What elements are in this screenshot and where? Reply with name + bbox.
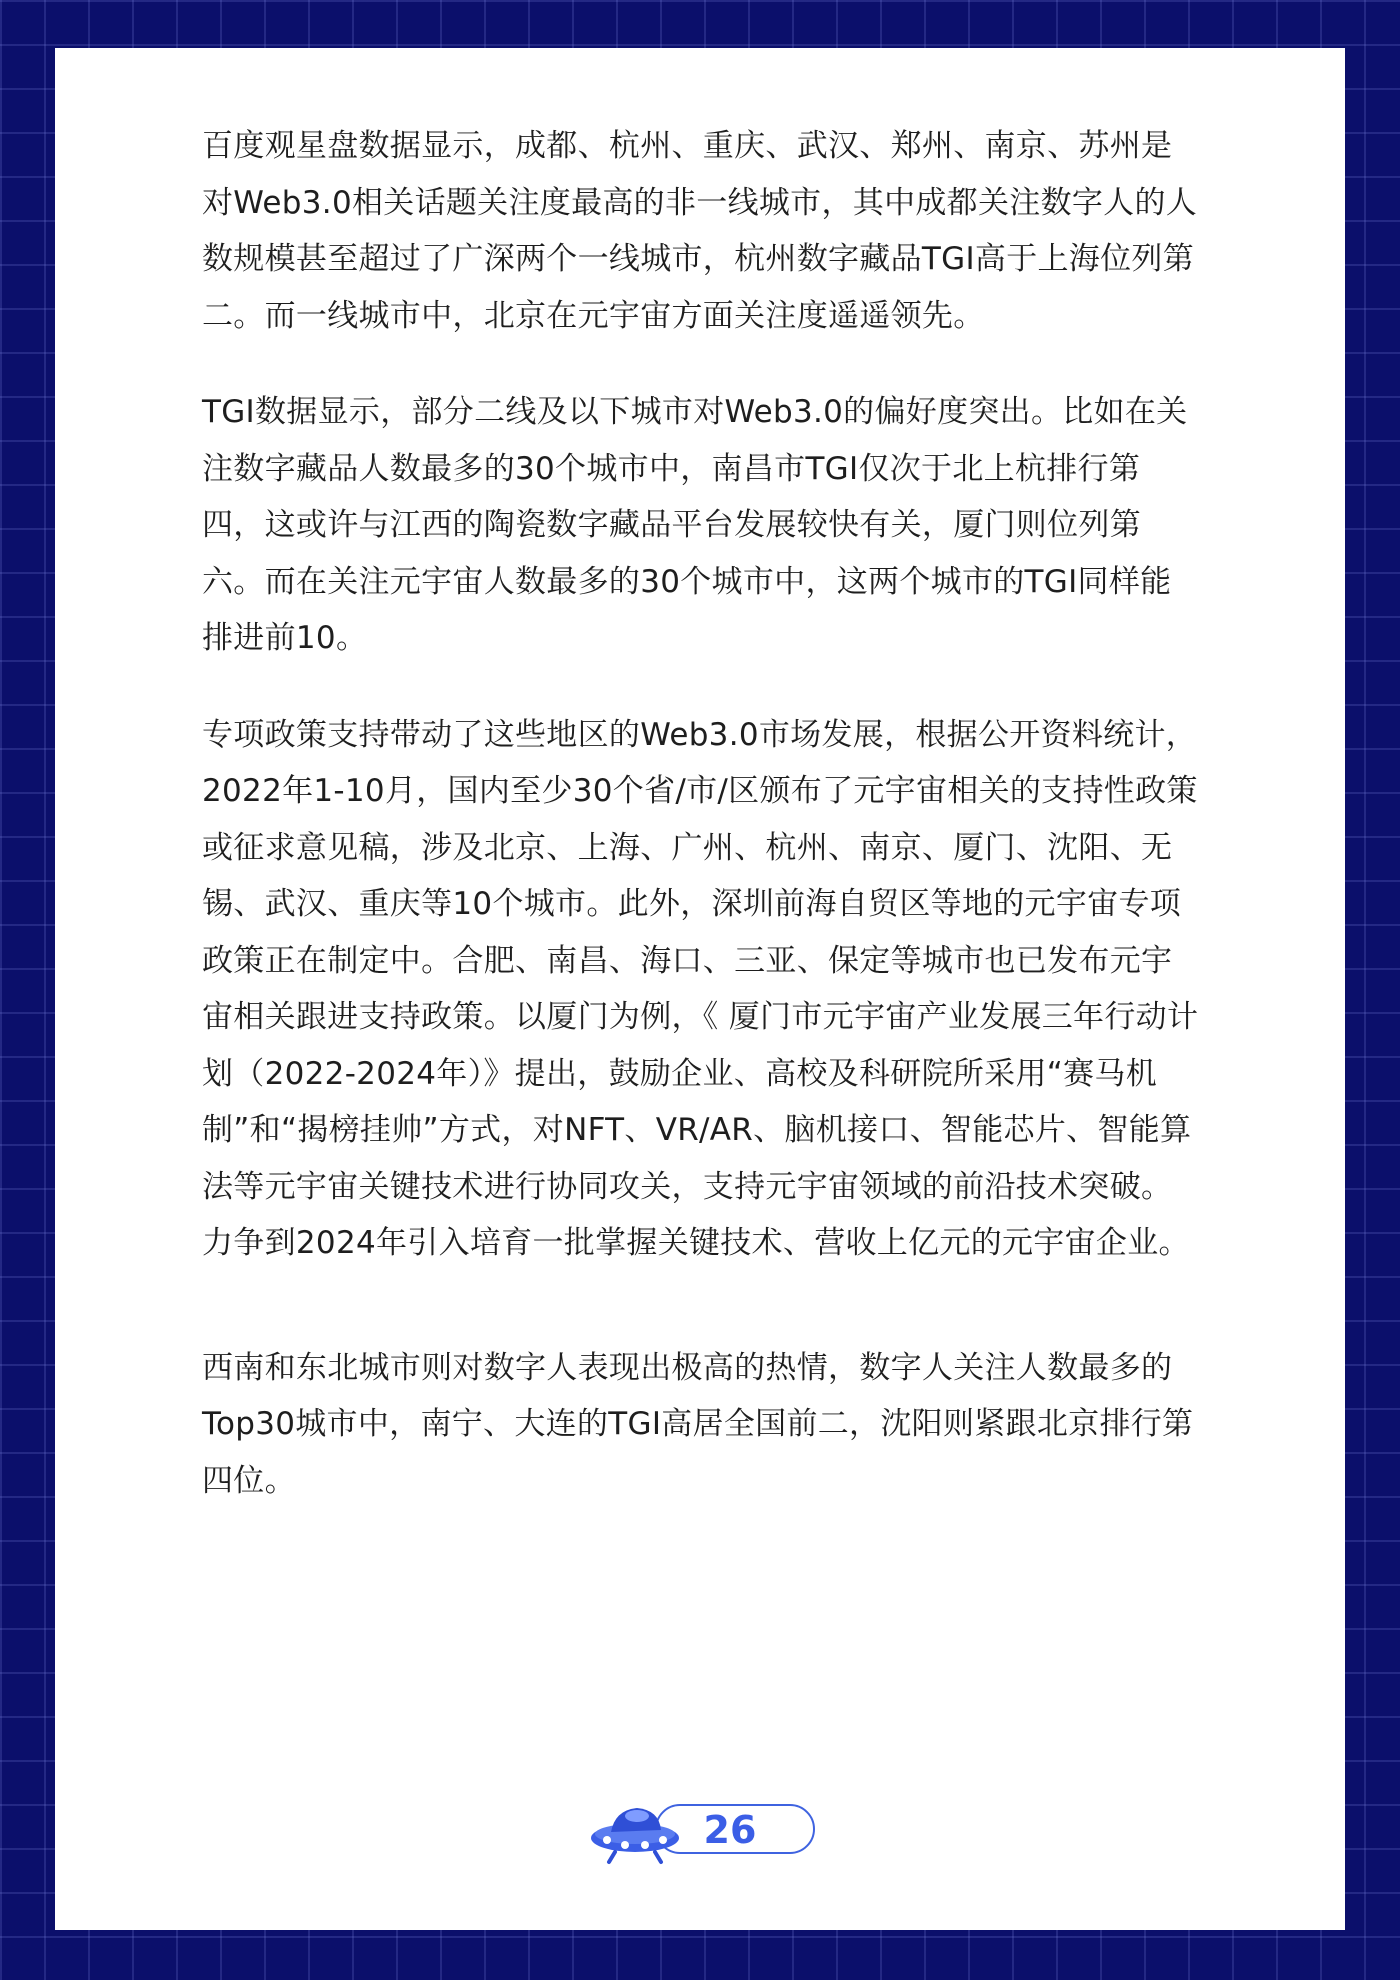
document-body	[202, 118, 1202, 1549]
page-footer	[585, 1796, 825, 1866]
paragraph-4: 西南和东北城市则对数字人表现出极高的热情，数字人关注人数最多的Top30城市中，南宁、大连的TGI高居全国前二，沈阳则紧跟北京排行第四位。	[202, 1349, 1194, 1499]
page-number: 26	[703, 1808, 757, 1852]
ufo-icon	[585, 1796, 695, 1866]
paragraph-1: 百度观星盘数据显示，成都、杭州、重庆、武汉、郑州、南京、苏州是对Web3.0相关话题关注度最高的非一线城市，其中成都关注数字人的人数规模甚至超过了广深两个一线城市，杭州数字藏品TGI高于上海位列第二。而一线城市中，北京在元宇宙方面关注度遥遥领先。	[202, 128, 1198, 334]
paragraph-2: TGI数据显示，部分二线及以下城市对Web3.0的偏好度突出。比如在关注数字藏品人数最多的30个城市中，南昌市TGI仅次于北上杭排行第四，这或许与江西的陶瓷数字藏品平台发展较快有关，厦门则位列第六。而在关注元宇宙人数最多的30个城市中，这两个城市的TGI同样能排进前10。	[202, 394, 1188, 656]
paragraph-3: 专项政策支持带动了这些地区的Web3.0市场发展，根据公开资料统计，2022年1-10月，国内至少30个省/市/区颁布了元宇宙相关的支持性政策或征求意见稿，涉及北京、上海、广州、杭州、南京、厦门、沈阳、无锡、武汉、重庆等10个城市。此外，深圳前海自贸区等地的元宇宙专项政策正在制定中。合肥、南昌、海口、三亚、保定等城市也已发布元宇宙相关跟进支持政策。以厦门为例，《 厦门市元宇宙产业发展三年行动计划（2022-2024年）》提出，鼓励企业、高校及科研院所采用“赛马机制”和“揭榜挂帅”方式，对NFT、VR/AR、脑机接口、智能芯片、智能算法等元宇宙关键技术进行协同攻关，支持元宇宙领域的前沿技术突破。力争到2024年引入培育一批掌握关键技术、营收上亿元的元宇宙企业。	[202, 716, 1199, 1261]
document-page	[55, 48, 1345, 1930]
